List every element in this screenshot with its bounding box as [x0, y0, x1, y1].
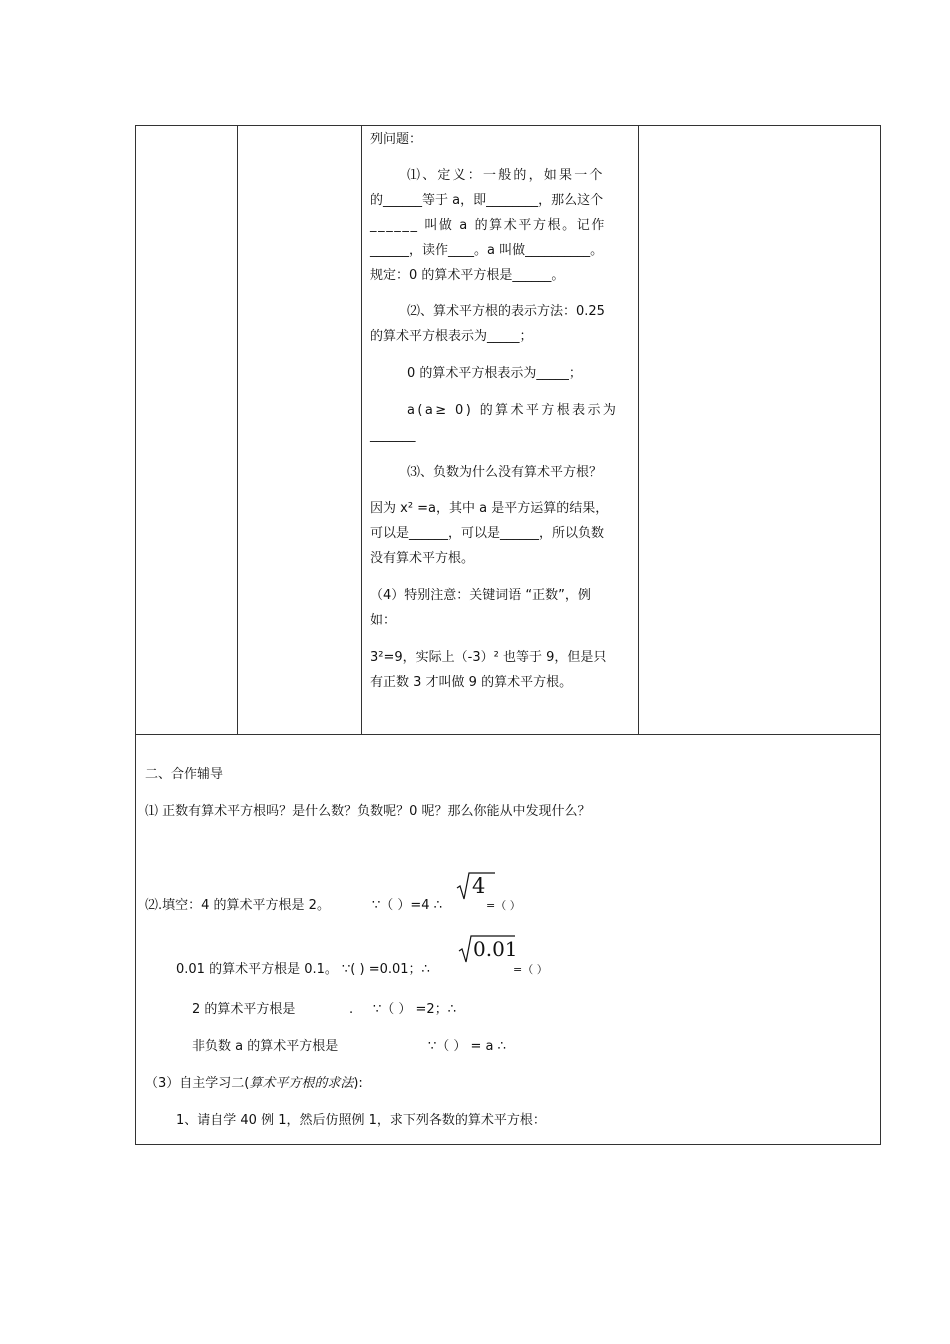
special-note-4: 有正数 3 才叫做 9 的算术平方根。	[370, 675, 573, 690]
special-note-2: 如：	[370, 613, 397, 628]
sqrt-4-radicand: 4	[472, 874, 486, 898]
self-study-heading	[145, 1075, 363, 1093]
negative-explanation-2: 可以是______，可以是______，所以负数	[370, 526, 605, 541]
definition-line-4: ______，读作____。a 叫做__________。	[370, 243, 604, 258]
definition-line-2: 的______等于 a，即________，那么这个	[370, 193, 604, 208]
self-study-item-1: 1、请自学 40 例 1，然后仿照例 1，求下列各数的算术平方根：	[176, 1113, 546, 1128]
notation-line-5: _______	[370, 428, 416, 443]
sqrt-001-radical	[458, 934, 516, 968]
table-top-border	[135, 125, 881, 126]
notation-line-3: 0 的算术平方根表示为_____；	[407, 366, 582, 381]
fill-blank-b-result: =（ ）	[513, 963, 548, 976]
fill-blank-d: 非负数 a 的算术平方根是	[192, 1039, 339, 1054]
definition-line-5: 规定：0 的算术平方根是______。	[370, 268, 565, 283]
definition-line-3: ______ 叫做 a 的算术平方根。记作	[370, 218, 606, 233]
negative-explanation-1: 因为 x² =a，其中 a 是平方运算的结果，	[370, 501, 609, 516]
self-study-suffix: ):	[353, 1076, 363, 1091]
self-study-topic: 算术平方根的求法	[249, 1076, 354, 1091]
column-divider-1	[237, 125, 238, 735]
table-right-border	[880, 125, 881, 1145]
fill-blank-c-dot: .	[349, 1002, 354, 1017]
negative-question: ⑶、负数为什么没有算术平方根？	[407, 465, 603, 480]
sqrt-4-radical	[456, 871, 496, 905]
table-left-border	[135, 125, 136, 1145]
fill-blank-c-because: ∵（ ） =2；∴	[373, 1002, 456, 1017]
table-row-divider	[135, 734, 881, 735]
column-divider-3	[638, 125, 639, 735]
special-note-3: 3²=9，实际上（-3）² 也等于 9，但是只	[370, 650, 607, 665]
table-bottom-border	[135, 1144, 881, 1145]
fill-blank-b: 0.01 的算术平方根是 0.1。 ∵( ) =0.01；∴	[176, 962, 430, 977]
cell-intro-text: 列问题：	[370, 132, 423, 147]
definition-line-1: ⑴、定义：一般的，如果一个	[407, 168, 605, 183]
section-heading: 二、合作辅导	[145, 767, 224, 782]
fill-blank-a-result: =（ ）	[486, 899, 521, 912]
notation-line-2: 的算术平方根表示为_____；	[370, 329, 533, 344]
fill-blank-c: 2 的算术平方根是	[192, 1002, 296, 1017]
negative-explanation-3: 没有算术平方根。	[370, 551, 475, 566]
fill-blank-a-because: ∵（ ）=4 ∴	[372, 898, 442, 913]
fill-blank-d-because: ∵（ ） = a ∴	[428, 1039, 506, 1054]
notation-line-4: a(a≥ 0) 的算术平方根表示为	[407, 403, 619, 418]
sqrt-001-radicand: 0.01	[473, 937, 518, 961]
column-divider-2	[361, 125, 362, 735]
self-study-prefix: （3）自主学习二(	[145, 1076, 250, 1091]
special-note-1: （4）特别注意：关键词语 “正数”，例	[370, 588, 591, 603]
fill-blank-a: ⑵.填空：4 的算术平方根是 2。	[145, 898, 330, 913]
question-1: ⑴ 正数有算术平方根吗？是什么数？负数呢？0 呢？那么你能从中发现什么？	[145, 804, 591, 819]
notation-line-1: ⑵、算术平方根的表示方法：0.25	[407, 304, 605, 319]
